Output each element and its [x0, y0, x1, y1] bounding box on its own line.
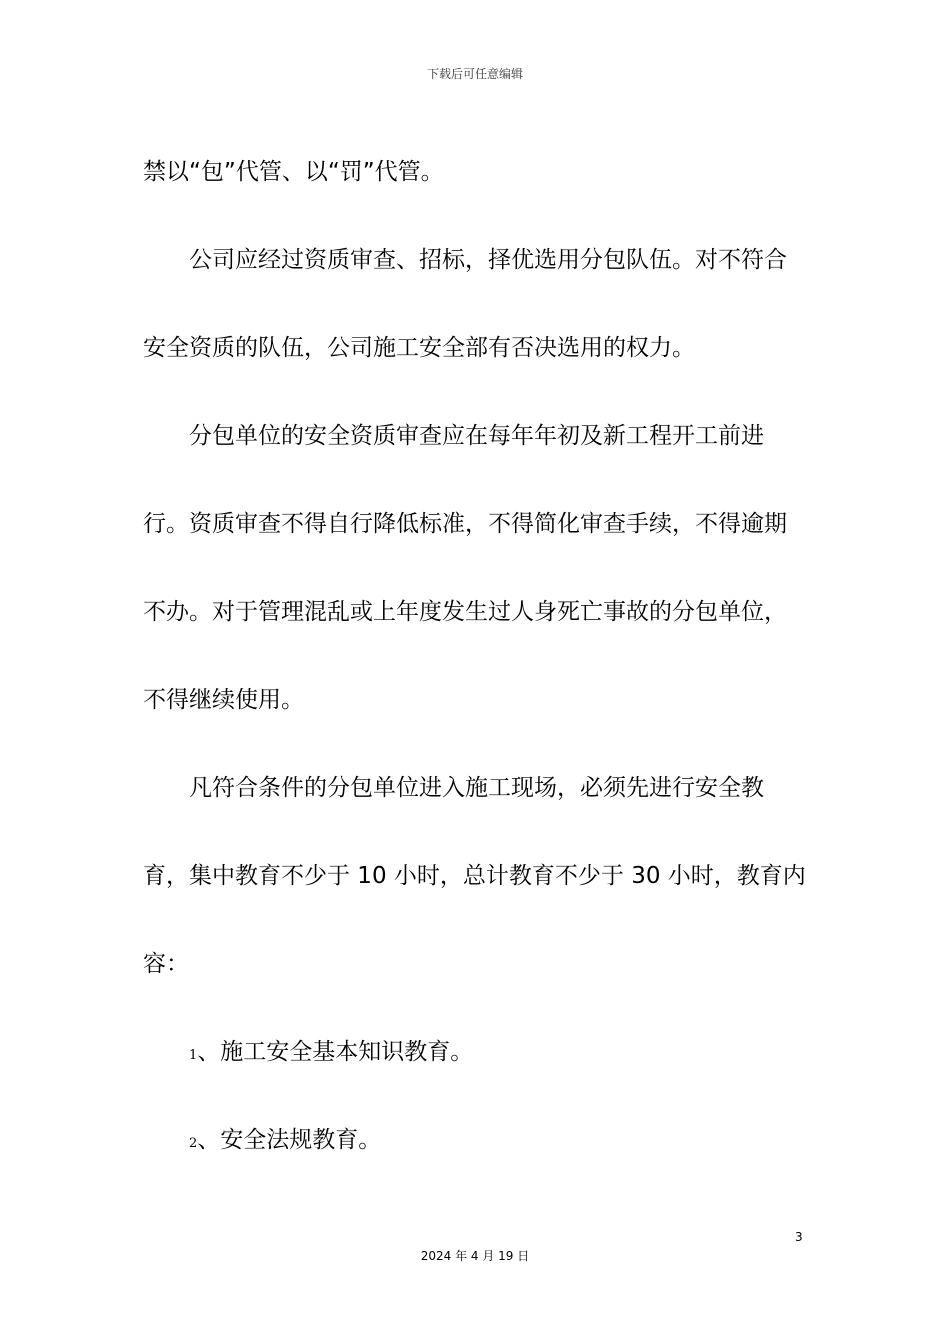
- page-header: 下载后可任意编辑: [426, 67, 523, 81]
- paragraph-line: 凡符合条件的分包单位进入施工现场，必须先进行安全教: [189, 775, 764, 801]
- paragraph-line: 行。资质审查不得自行降低标准，不得简化审查手续，不得逾期: [143, 511, 787, 537]
- document-body: [143, 128, 808, 1184]
- list-item: [143, 1096, 808, 1184]
- paragraph-line: 禁以“包”代管、以“罚”代管。: [143, 159, 444, 185]
- list-item-number: 1: [189, 1048, 198, 1063]
- list-item-text: 施工安全基本知识教育。: [220, 1039, 474, 1065]
- paragraph-line: 育，集中教育不少于 10 小时，总计教育不少于 30 小时，教育内: [143, 863, 806, 889]
- list-item-number: 2: [189, 1136, 198, 1151]
- list-item-separator: 、: [197, 1039, 221, 1065]
- paragraph-line: 公司应经过资质审查、招标，择优选用分包队伍。对不符合: [189, 247, 787, 273]
- paragraph-line: 不办。对于管理混乱或上年度发生过人身死亡事故的分包单位，: [143, 599, 787, 625]
- list-item-separator: 、: [197, 1127, 221, 1153]
- paragraph-line: 安全资质的队伍，公司施工安全部有否决选用的权力。: [143, 335, 695, 361]
- page-footer-date: 2024 年 4 月 19 日: [420, 1249, 530, 1263]
- list-item-text: 安全法规教育。: [220, 1127, 382, 1153]
- paragraph-line: 容：: [143, 951, 189, 977]
- paragraph-line: 不得继续使用。: [143, 687, 304, 713]
- page-number: 3: [795, 1230, 803, 1244]
- list-item: [143, 1008, 808, 1096]
- paragraph-line: 分包单位的安全资质审查应在每年年初及新工程开工前进: [189, 423, 764, 449]
